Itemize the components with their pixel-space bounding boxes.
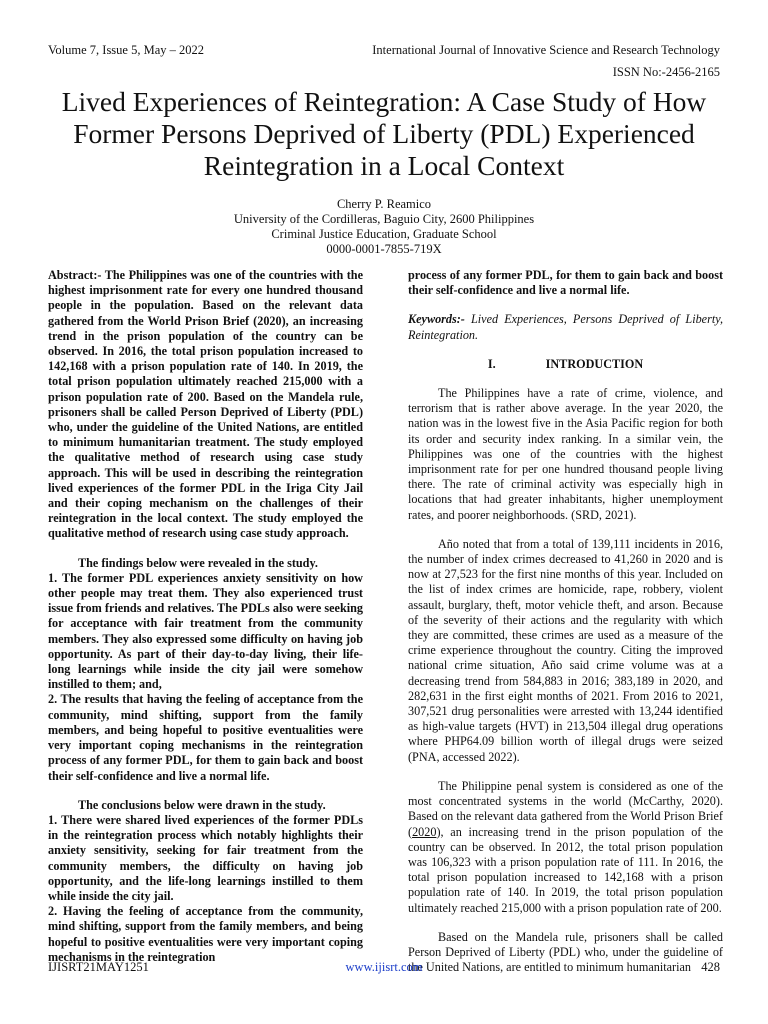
paper-code: IJISRT21MAY1251	[48, 960, 149, 974]
intro-paragraph-3-after: ), an increasing trend in the prison population of the country can be observed. In 2012, the total prison population was 106,323 with a prison population rate of 111. In 2016, the total prison population increased to 142,168 with a prison population rate of 140. In 2019, the total prison population ultimately reached 215,000 with a prison population rate of 200.	[408, 824, 723, 915]
conclusions-intro: The conclusions below were drawn in the study.	[78, 797, 326, 812]
section-heading-introduction	[408, 357, 723, 372]
abstract-paragraph: Abstract:- The Philippines was one of the countries with the highest imprisonment rate for every one hundred thousand people in the population. Based on the relevant data gathered from the World Prison Brief (2020), an increasing trend in the prison population of the country can be observed. In 2016, the total prison population increased to 142,168 with a prison population rate of 140. In 2019, the total prison population ultimately reached 215,000 with a prison population rate of 200. Based on the Mandela rule, prisoners shall be called Person Deprived of Liberty (PDL) who, under the guideline of the United Nations, are entitled to minimum humanitarian treatment. The study employed the qualitative method of research using case study approach. This will be used in describing the reintegration lived experiences of the former PDL in the Iriga City Jail and their coping mechanism on the challenges of their reintegration in the local context. The study employed the qualitative method of research using case study approach.	[48, 268, 363, 541]
keywords	[408, 312, 723, 342]
author-affiliation: University of the Cordilleras, Baguio City, 2600 Philippines	[233, 212, 535, 226]
right-column	[408, 268, 723, 975]
page-number: 428	[701, 960, 720, 974]
author-department: Criminal Justice Education, Graduate School	[271, 227, 497, 241]
intro-paragraph-1: The Philippines have a rate of crime, violence, and terrorism that is rather above average. In the year 2020, the nation was in the lowest five in the Asia Pacific region for both its order and security index ranking. In a similar vein, the Philippines was one of the countries with the highest imprisonment rate for per one hundred thousand people living there. The rate of criminal activity was especially high in locations that had greater inhabitants, higher unemployment rates, and poorer neighborhoods. (SRD, 2021).	[408, 386, 723, 522]
keywords-label: Keywords:-	[408, 312, 465, 327]
author-name: Cherry P. Reamico	[336, 197, 432, 211]
section-number: I.	[487, 356, 496, 371]
issn: ISSN No:-2456-2165	[612, 65, 720, 79]
intro-paragraph-3	[408, 779, 723, 916]
intro-paragraph-4: Based on the Mandela rule, prisoners shall be called Person Deprived of Liberty (PDL) who, under the guideline of the United Nations, are entitled to minimum humanitarian	[408, 929, 723, 975]
section-title: INTRODUCTION	[545, 356, 644, 371]
citation-link-2020[interactable]: 2020	[412, 824, 437, 839]
left-column	[48, 268, 363, 965]
conclusion-1: 1. There were shared lived experiences of the former PDLs in the reintegration process which notably highlights their anxiety sensitivity, seeking for fair treatment from the community members, the difficulty on having job opportunity, and the life-long learnings instilled to them while inside the city jail.	[48, 812, 363, 903]
findings-intro: The findings below were revealed in the study.	[78, 555, 318, 570]
conclusion-2-continued: process of any former PDL, for them to gain back and boost their self-confidence and live a normal life.	[408, 268, 723, 298]
paper-title: Lived Experiences of Reintegration: A Case Study of How Former Persons Deprived of Liberty (PDL) Experienced Reintegration in a Local Context	[61, 86, 707, 181]
finding-2: 2. The results that having the feeling of acceptance from the community, mind shifting, support from the family members, and being hopeful to positive eventualities were very important coping mechanisms in the reintegration process of any former PDL, for them to gain back and boost their self-confidence and live a normal life.	[48, 692, 363, 783]
journal-url-link[interactable]: www.ijisrt.com	[345, 960, 423, 974]
conclusion-2: 2. Having the feeling of acceptance from the community, mind shifting, support from the family members, and being hopeful to positive eventualities were very important coping mechanisms in the reintegration	[48, 904, 363, 964]
keywords-text: Lived Experiences, Persons Deprived of Liberty, Reintegration.	[408, 312, 723, 342]
finding-1: 1. The former PDL experiences anxiety sensitivity on how other people may treat them. They also experienced trust issue from friends and relatives. The PDLs also were seeking for acceptance with fair treatment from the community members. They also expressed some difficulty on having job opportunity. As part of their day-to-day living, their life-long learnings while inside the city jail were somehow instilled to them; and,	[48, 570, 363, 692]
journal-name: International Journal of Innovative Science and Research Technology	[372, 43, 720, 57]
intro-paragraph-3-before: The Philippine penal system is considered as one of the most concentrated systems in the world (McCarthy, 2020). Based on the relevant data gathered from the World Prison Brief (	[408, 778, 723, 839]
author-block	[40, 197, 728, 257]
author-orcid: 0000-0001-7855-719X	[326, 242, 442, 256]
volume-issue: Volume 7, Issue 5, May – 2022	[48, 43, 205, 57]
intro-paragraph-2: Año noted that from a total of 139,111 incidents in 2016, the number of index crimes decreased to 41,260 in 2020 and is now at 27,523 for the first nine months of this year. Included on the list of index crimes are homicide, rape, robbery, violent assault, burglary, theft, motor vehicle theft, and arson. Because of the severity of their actions and the regularity with which they are committed, these crimes are used as a measure of the crime experience throughout the country. Citing the improved national crime situation, Año said crime volume was at a decreasing trend from 584,883 in 2016; 383,189 in 2020, and 282,631 in the first eight months of 2021. From 2016 to 2021, 307,521 drug personalities were arrested with 13,244 identified as high-value targets (HVT) in 213,504 illegal drug operations where PHP64.09 billion worth of illegal drugs were seized (PNA, accessed 2022).	[408, 536, 723, 764]
